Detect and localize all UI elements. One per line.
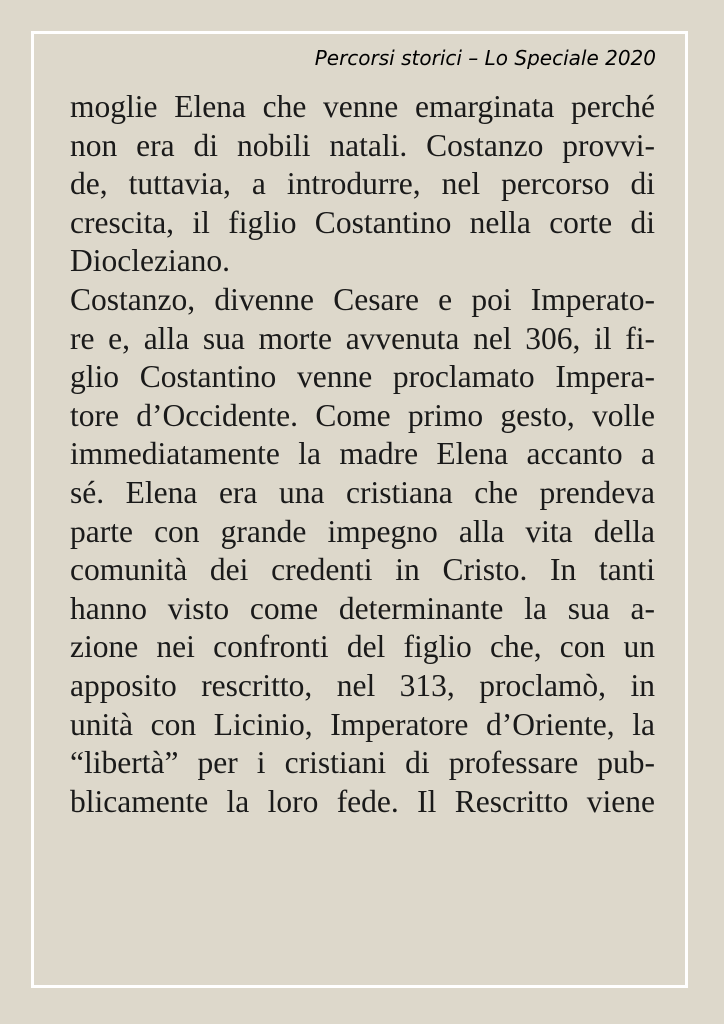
- running-header: Percorsi storici – Lo Speciale 2020: [314, 46, 656, 70]
- text-line: sé. Elena era una cristiana che prendeva: [70, 474, 655, 510]
- text-line: comunità dei credenti in Cristo. In tanti: [70, 552, 655, 588]
- text-line: tore d’Occidente. Come primo gesto, volle: [70, 397, 655, 433]
- text-line: non era di nobili natali. Costanzo provvi-: [70, 127, 655, 163]
- text-line: Diocleziano.: [70, 243, 231, 279]
- text-line: blicamente la loro fede. Il Rescritto viene: [70, 783, 655, 819]
- text-line: re e, alla sua morte avvenuta nel 306, il fi-: [70, 320, 655, 356]
- text-line: apposito rescritto, nel 313, proclamò, in: [70, 667, 655, 703]
- text-line: glio Costantino venne proclamato Impera-: [70, 359, 655, 395]
- text-line: “libertà” per i cristiani di professare pub-: [70, 745, 655, 781]
- text-line: moglie Elena che venne emarginata perché: [70, 89, 655, 124]
- text-line: zione nei confronti del figlio che, con un: [70, 629, 655, 665]
- text-line: parte con grande impegno alla vita della: [70, 513, 655, 549]
- text-line: immediatamente la madre Elena accanto a: [70, 436, 655, 472]
- text-line: unità con Licinio, Imperatore d’Oriente, la: [70, 706, 655, 742]
- text-line: de, tuttavia, a introdurre, nel percorso di: [70, 166, 655, 202]
- text-line: crescita, il figlio Costantino nella corte di: [70, 204, 655, 240]
- text-line: Costanzo, divenne Cesare e poi Imperato-: [70, 281, 655, 317]
- text-line: hanno visto come determinante la sua a-: [70, 590, 655, 626]
- body-text: [70, 88, 655, 821]
